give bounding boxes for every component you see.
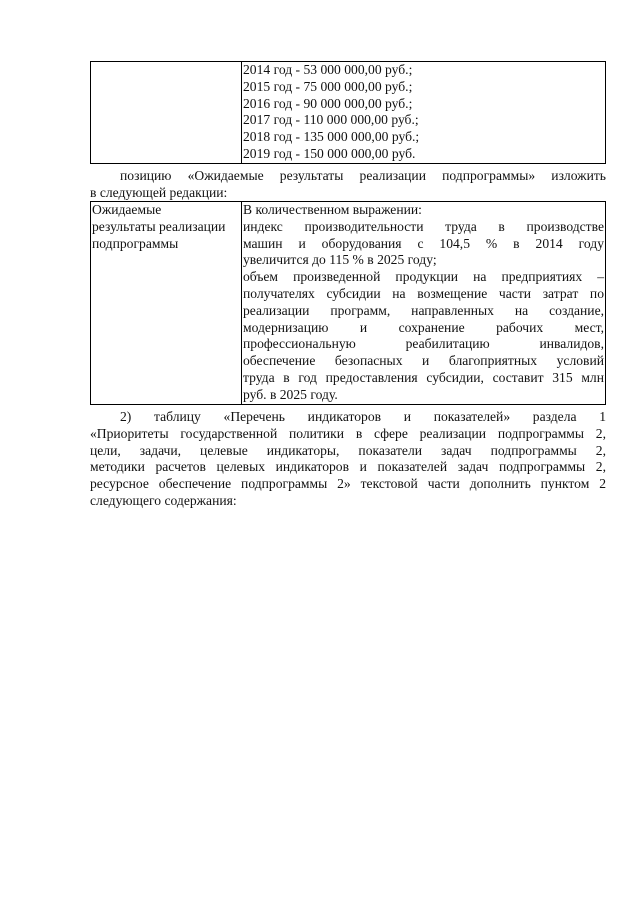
results-value-line: обеспечение безопасных и благоприятных условий: [243, 353, 604, 369]
results-value-line: индекс производительности труда в производстве: [243, 218, 604, 234]
table-row: [91, 202, 606, 405]
funding-values-cell: [242, 62, 606, 164]
paragraph-line: следующего содержания:: [90, 492, 237, 508]
results-value-line: увеличится до 115 % в 2025 году;: [243, 252, 437, 268]
results-value-line: руб. в 2025 году.: [243, 386, 338, 402]
funding-table: [90, 61, 606, 164]
funding-year-row: 2017 год - 110 000 000,00 руб.;: [243, 112, 419, 128]
results-label-line: Ожидаемые: [92, 202, 162, 217]
results-table: [90, 201, 606, 405]
results-value-line: получателях субсидии на возмещение части затрат по: [243, 285, 604, 301]
paragraph-line: в следующей редакции:: [90, 184, 228, 200]
paragraph-line: «Приоритеты государственной политики в сфере реализации подпрограммы 2,: [90, 425, 606, 441]
paragraph-position-change: [90, 168, 606, 202]
paragraph-line: позицию «Ожидаемые результаты реализации подпрограммы» изложить: [120, 168, 606, 183]
results-value-line: объем произведенной продукции на предприятиях –: [243, 269, 604, 285]
funding-year-row: 2015 год - 75 000 000,00 руб.;: [243, 78, 413, 94]
results-label-line: подпрограммы: [92, 235, 179, 251]
results-value-line: модернизацию и сохранение рабочих мест,: [243, 319, 604, 335]
results-label-line: результаты реализации: [92, 218, 226, 234]
funding-empty-cell: [91, 62, 242, 164]
funding-year-row: 2014 год - 53 000 000,00 руб.;: [243, 62, 413, 77]
paragraph-line: ресурсное обеспечение подпрограммы 2» текстовой части дополнить пунктом 2: [90, 476, 606, 492]
paragraph-line: 2) таблицу «Перечень индикаторов и показателей» раздела 1: [120, 409, 606, 424]
results-value-line: профессиональную реабилитацию инвалидов,: [243, 336, 604, 352]
paragraph-line: методики расчетов целевых индикаторов и показателей задач подпрограммы 2,: [90, 459, 606, 475]
table-row: [91, 62, 606, 164]
funding-year-row: 2019 год - 150 000 000,00 руб.: [243, 145, 416, 161]
results-value-line: машин и оборудования с 104,5 % в 2014 году: [243, 235, 604, 251]
funding-year-row: 2016 год - 90 000 000,00 руб.;: [243, 95, 413, 111]
paragraph-table-addition: [90, 409, 606, 510]
results-value-line: труда в год предоставления субсидии, составит 315 млн: [243, 369, 604, 385]
funding-year-row: 2018 год - 135 000 000,00 руб.;: [243, 129, 420, 145]
paragraph-line: цели, задачи, целевые индикаторы, показатели задач подпрограммы 2,: [90, 442, 606, 458]
results-value-line: реализации программ, направленных на создание,: [243, 302, 604, 318]
results-label-cell: [91, 202, 242, 405]
results-value-line: В количественном выражении:: [243, 202, 422, 217]
results-value-cell: [242, 202, 606, 405]
